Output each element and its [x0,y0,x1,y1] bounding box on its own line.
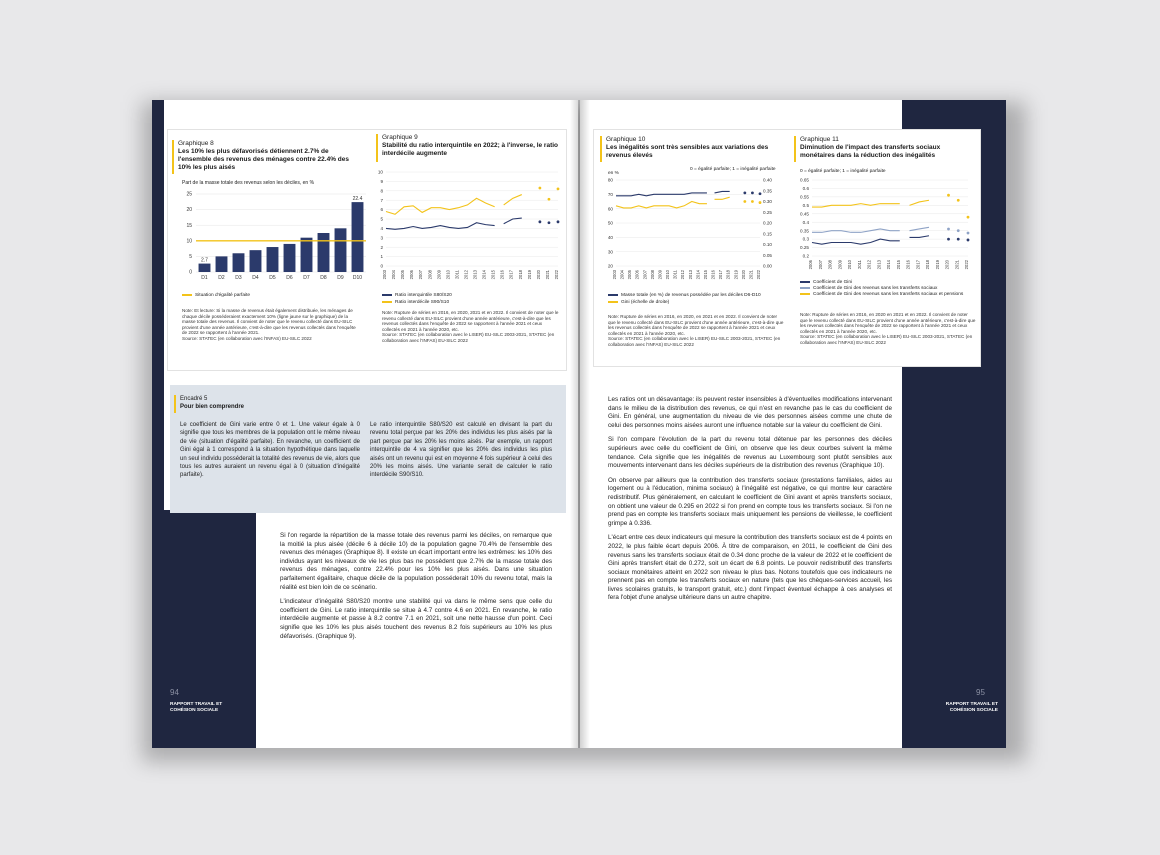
graph8-source: Source: STATEC (en collaboration avec l'INFAS) EU-SILC 2022 [182,335,312,341]
graph8-legend-label: Situation d'égalité parfaite [195,293,251,298]
x-tick-label: 2006 [634,270,640,280]
graph9-note-text: Note: Rupture de séries en 2016, en 2020, 2021 et en 2022. Il convient de noter que le revenu collecté dans EU-SILC provient d'une année antérieure, c'est-à-dire que les revenus collectés dans l'enquête de 2022 se rapportent à l'année 2021 et ceux collectés en 2021 à l'année 2020, etc. [382,310,559,332]
x-tick-label: 2012 [680,270,686,280]
data-point [967,232,970,235]
x-tick-label: 2019 [733,270,739,280]
data-point [759,201,762,204]
x-tick-label: 2003 [382,270,387,280]
y2-tick-label: 0.30 [763,199,772,205]
x-tick-label: 2018 [517,270,523,280]
series-line [910,227,930,230]
figure-box-right [594,130,980,366]
series-line [812,239,900,244]
x-tick-label: 2016 [710,270,716,280]
x-tick-label: 2022 [964,260,969,270]
y-tick-label: 8 [380,188,383,194]
data-point [957,229,960,232]
x-tick-label: 2007 [817,260,823,270]
x-tick-label: 2012 [866,260,872,270]
x-tick-label: 2022 [554,270,559,280]
y-tick-label: 10 [186,238,192,245]
legend-swatch [182,294,192,296]
y-tick-label: 2 [380,244,383,250]
y-tick-label: 0.45 [800,211,809,217]
x-tick-label: 2008 [649,270,655,280]
encadre-box [170,385,566,513]
graph9-legend-label: Ratio interquintile S80/S20 [395,293,452,298]
x-tick-label: 2010 [847,260,852,270]
y2-tick-label: 0.40 [763,177,772,183]
y2-tick-label: 0.05 [763,252,772,258]
y-tick-label: 1 [380,254,383,260]
graph10-legend-item [608,292,761,299]
graph9-headline: Stabilité du ratio interquintile en 2022; à l'inverse, le ratio interdécile augmente [382,142,559,157]
legend-swatch [800,293,810,295]
x-tick-label: 2021 [748,270,754,280]
footer-line: COHÉSION SOCIALE [170,708,219,713]
right-body-text [608,396,892,609]
graph8-subtitle: Part de la masse totale des revenus selon les déciles, en % [182,180,315,186]
x-tick-label: D8 [320,275,327,281]
y-tick-label: 25 [186,191,192,198]
graph10-axis-label-left: en % [608,171,619,176]
data-point [743,200,746,203]
data-label: 22.4 [352,196,363,203]
graph9-legend-item [382,292,452,299]
graph9-accent [376,134,378,162]
graph9-legend-item [382,299,452,306]
graph8-note [182,308,360,342]
x-tick-label: D3 [235,275,242,281]
data-point [967,239,970,242]
x-tick-label: 2018 [925,260,930,270]
graph11-source: Source: STATEC (en collaboration avec le LISER) EU-SILC 2003-2021, STATEC (en collaboration avec l'INFAS) EU-SILC 2022 [800,334,973,345]
series-line [715,197,730,199]
page-number-left: 94 [170,688,179,697]
y-tick-label: 0.35 [800,228,809,234]
footer-line: RAPPORT TRAVAIL ET [945,702,998,707]
data-point [947,238,950,241]
bar [284,244,296,272]
legend-swatch [382,294,392,296]
x-tick-label: 2017 [915,260,921,270]
chart-graph8 [176,188,376,288]
legend-swatch [608,294,618,296]
x-tick-label: D10 [352,275,363,281]
figure-box-left [168,130,566,370]
y-tick-label: 0.2 [802,253,809,259]
graph8-headline: Les 10% les plus défavorisés détiennent 2.7% de l'ensemble des revenus des ménages contre 22.4% des 10% les plus aisés [178,148,349,171]
x-tick-label: 2017 [718,270,724,280]
graph11-title [800,136,976,160]
x-tick-label: 2013 [687,270,693,280]
graph10-legend [608,292,761,306]
chart-graph11 [792,176,976,280]
x-tick-label: 2015 [490,270,496,280]
data-label: 2.7 [201,257,208,264]
graph9-source: Source: STATEC (en collaboration avec le LISER) EU-SILC 2003-2021, STATEC (en collaboration avec l'INFAS) EU-SILC 2022 [382,332,555,343]
series-line [715,191,730,192]
data-point [548,198,551,201]
graph10-note [608,314,784,348]
encadre-col1: Le coefficient de Gini varie entre 0 et 1. Une valeur égale à 0 signifie que tous les membres de la population ont le même niveau de vie (situation d'égalité parfaite). En revanche, un coefficient de Gini égal à 1 correspond à la situation hypothétique dans laquelle un seul individu posséderait la totalité des revenus de vie, alors que tous les autres auraient un revenu égal à 0 (situation d'inégalité parfaite). [180,422,360,479]
encadre-title: Pour bien comprendre [180,404,245,410]
x-tick-label: 2014 [695,270,701,280]
body-paragraph: Les ratios ont un désavantage: ils peuvent rester insensibles à d'éventuelles modifications intervenant dans le milieu de la distribution des revenus, ce qui n'est en revanche pas le cas du coefficient de Gini. En général, une augmentation du niveau de vie des personnes aisées comme une chute de celui des personnes moins aisées auront une influence notable sur la valeur du coefficient de Gini. [608,396,892,429]
graph10-legend-label: Gini (échelle de droite) [621,300,670,305]
x-tick-label: 2011 [856,260,862,270]
x-tick-label: 2010 [665,270,671,280]
y-tick-label: 0.25 [800,245,809,251]
y-tick-label: 0 [380,263,383,269]
data-point [957,199,960,202]
graph11-note [800,312,976,346]
x-tick-label: 2019 [934,260,940,270]
y-tick-label: 0.4 [802,219,809,225]
x-tick-label: 2008 [827,260,833,270]
x-tick-label: 2007 [642,270,648,280]
footer-line: RAPPORT TRAVAIL ET [170,702,223,707]
body-paragraph: L'indicateur d'inégalité S80/S20 montre une stabilité qui va dans le même sens que celle du coefficient de Gini. Le ratio interquintile se situe à 4.7 contre 4.6 en 2021. En revanche, le ratio interdécile augmente et passe à 8.2 contre 7.1 en 2021, soit une nette hausse d'un point. Ceci signifie que les 10% les plus aisés touchent des revenus 8.2 fois supérieurs au 10% les plus défavorisés. (Graphique 9). [280,598,552,640]
graph11-legend-label: Coefficient de Gini des revenus sans les transferts sociaux [813,286,938,292]
data-point [538,220,541,223]
left-page [152,100,578,748]
right-page [580,100,1006,748]
graph8-accent [172,140,174,174]
x-tick-label: D4 [252,275,259,281]
graph11-number: Graphique 11 [800,136,839,143]
x-tick-label: 2009 [657,270,663,280]
graph10-title [606,136,776,160]
body-paragraph: Si l'on regarde la répartition de la masse totale des revenus parmi les déciles, on remarque que la moitié la plus aisée (décile 6 à décile 10) de la population gagne 70.4% de l'ensemble des revenus des ménages (Graphique 8). Il existe un écart important entre les extrêmes: les 10% des individus ayant les niveaux de vie les plus bas ne possèdent que 2.7% de la masse totale des revenus des ménages, contre 22.4% pour les 10% les plus aisés. Dans une situation parfaitement égalitaire, chaque décile de la population posséderait 10% du revenu total, mais la réalité est bien loin de ce scénario. [280,532,552,591]
x-tick-label: 2020 [944,260,950,270]
x-tick-label: 2014 [886,260,891,270]
graph11-legend-label: Coefficient de Gini des revenus sans les transferts sociaux et pensions [813,292,964,298]
x-tick-label: 2005 [627,270,633,280]
graph11-accent [794,136,796,162]
x-tick-label: D9 [337,275,344,281]
data-point [967,216,970,219]
x-tick-label: 2011 [454,270,460,280]
data-point [557,220,560,223]
x-tick-label: 2020 [740,270,746,280]
bar [199,264,211,272]
graph8-note-text: Note: Et lecture: Si la masse de revenus était également distribuée, les ménages de chaque décile posséderaient exactement 10% (ligne jaune sur le graphique) de la masse totale des revenus. Il convient de noter que le revenu collecté dans EU-SILC provient d'une année antérieure, c'est-à-dire que les revenus collectés dans l'enquête de 2022 se rapportent à l'année 2021. [182,308,356,336]
y-tick-label: 6 [380,207,383,213]
book-gutter [570,100,590,748]
y-tick-label: 0.55 [800,194,809,200]
y-tick-label: 0.6 [802,186,809,192]
x-tick-label: 2006 [409,270,415,280]
y-tick-label: 10 [377,169,383,175]
graph8-legend [182,292,250,299]
series-line [910,200,930,205]
y-tick-label: 20 [607,263,613,269]
graph10-source: Source: STATEC (en collaboration avec le LISER) EU-SILC 2003-2021, STATEC (en collaboration avec l'INFAS) EU-SILC 2022 [608,336,781,347]
legend-swatch [382,301,392,303]
graph8-number: Graphique 8 [178,140,214,147]
y2-tick-label: 0.20 [763,220,772,226]
y-tick-label: 9 [380,179,383,184]
graph10-number: Graphique 10 [606,136,646,143]
x-tick-label: 2009 [837,260,843,270]
x-tick-label: 2021 [954,260,960,270]
y2-tick-label: 0.25 [763,209,772,215]
data-point [548,221,551,224]
data-point [759,192,762,195]
x-tick-label: 2015 [702,270,708,280]
x-tick-label: 2005 [400,270,406,280]
data-point [538,187,541,190]
x-tick-label: 2020 [535,270,541,280]
body-paragraph: L'écart entre ces deux indicateurs qui mesure la contribution des transferts sociaux est de 4 points en 2022, le plus faible écart depuis 2006. À titre de comparaison, en 2011, le coefficient de Gini des revenus sans les transferts sociaux était de 0.34 donc proche de la valeur de 2022 et le coefficient de Gini après transfert était de 0.272, soit un écart de 6.8 points. Le pouvoir redistributif des transferts sociaux monétaires atteint en 2022 son niveau le plus bas. Notons toutefois que ces indicateurs ne prennent pas en compte les transferts sociaux en nature (tels que les chèques-services accueil, les livres scolaires gratuits, le transport gratuit, etc.) dont l'impact éventuel échappe à ces analyses et fera l'objet d'une analyse ultérieure dans un autre chapitre. [608,534,892,602]
graph11-headline: Diminution de l'impact des transferts sociaux monétaires dans la réduction des inégalités [800,144,941,159]
y-tick-label: 0.5 [802,202,809,208]
x-tick-label: D5 [269,275,276,281]
y-tick-label: 20 [186,207,192,214]
y-tick-label: 80 [607,177,613,183]
graph10-accent [600,136,602,162]
series-line [504,195,522,205]
graph9-legend [382,292,452,306]
bar [335,228,347,272]
graph10-legend-item [608,299,761,306]
graph9-legend-label: Ratio interdécile S90/S10 [395,300,450,305]
data-point [947,228,950,231]
x-tick-label: 2009 [436,270,442,280]
x-tick-label: 2003 [612,270,617,280]
encadre-col2: Le ratio interquintile S80/S20 est calculé en divisant la part du revenu total perçue par les 20% des individus les plus aisés par la part perçue par les 20% les moins aisés. Par exemple, un rapport interquintile de 4 va signifier que les 20% des individus les plus aisés ont un revenu qui est en moyenne 4 fois supérieur à celui des 20% les moins aisés. Une variante serait de calculer le ratio interdécile S90/S10. [370,422,552,479]
graph9-number: Graphique 9 [382,134,418,141]
data-point [957,238,960,241]
x-tick-label: 2008 [427,270,433,280]
y-tick-label: 3 [380,235,383,241]
x-tick-label: D7 [303,275,310,281]
y-tick-label: 5 [380,216,383,222]
bar [216,256,228,272]
x-tick-label: 2004 [619,270,625,280]
encadre-accent [174,395,176,413]
left-body-text [280,532,552,647]
data-point [751,192,754,195]
legend-swatch [608,301,618,303]
page-number-right: 95 [976,688,985,697]
y2-tick-label: 0.15 [763,231,772,237]
x-tick-label: 2017 [508,270,514,280]
graph11-legend-label: Coefficient de Gini [813,280,853,285]
y2-tick-label: 0.35 [763,188,772,194]
y-tick-label: 30 [607,249,613,255]
x-tick-label: 2018 [725,270,731,280]
graph10-headline: Les inégalités sont très sensibles aux variations des revenus élevés [606,144,769,159]
x-tick-label: 2004 [391,270,397,280]
bar [267,247,279,272]
x-tick-label: 2013 [472,270,478,280]
legend-swatch [800,287,810,289]
x-tick-label: 2021 [544,270,550,280]
bar [250,250,262,272]
graph8-title [178,140,358,172]
y-tick-label: 15 [186,222,192,229]
legend-swatch [800,281,810,283]
x-tick-label: 2012 [463,270,469,280]
y2-tick-label: 0.00 [763,263,772,269]
bar [301,238,313,272]
data-point [751,200,754,203]
x-tick-label: D1 [201,275,208,281]
footer-right [926,702,998,714]
y-tick-label: 7 [380,197,383,203]
encadre-number: Encadré 5 [180,396,208,402]
graph11-note-text: Note: Rupture de séries en 2016, en 2020 en 2021 et en 2022. Il convient de noter que le revenu collecté dans EU-SILC provient d'une année antérieure, c'est-à-dire que les revenus collectés dans l'enquête de 2022 se rapportent à l'année 2021 et ceux collectés en 2021 à l'année 2020, etc. [800,312,976,334]
graph11-axis-label: 0 = égalité parfaite; 1 = inégalité parfaite [800,169,886,174]
x-tick-label: 2011 [672,270,678,280]
x-tick-label: D6 [286,275,293,281]
x-tick-label: 2016 [499,270,505,280]
x-tick-label: 2010 [445,270,451,280]
y-tick-label: 60 [607,206,613,212]
y-tick-label: 0.3 [802,236,809,242]
series-line [910,236,930,238]
graph9-note [382,310,560,344]
y-tick-label: 50 [607,220,613,226]
y-tick-label: 0 [189,269,192,276]
chart-graph10 [600,174,784,292]
x-tick-label: 2015 [895,260,901,270]
chart-graph9 [372,166,566,290]
y-tick-label: 0.65 [800,177,809,183]
graph11-legend-item [800,292,978,298]
bar [352,202,364,272]
x-tick-label: 2006 [808,260,813,270]
footer-line: COHÉSION SOCIALE [949,708,998,713]
bar [318,233,330,272]
data-point [947,194,950,197]
x-tick-label: 2007 [418,270,424,280]
graph10-axis-label-right: 0 = égalité parfaite; 1 = inégalité parfaite [690,167,776,172]
series-line [386,198,495,214]
x-tick-label: 2019 [526,270,532,280]
data-point [557,188,560,191]
graph10-note-text: Note: Rupture de séries en 2016, en 2020, en 2021 et en 2022. Il convient de noter que le revenu collecté dans EU-SILC provient d'une année antérieure, c'est-à-dire que les revenus collectés dans l'enquête de 2022 se rapportent à l'année 2021 et ceux collectés en 2021 à l'année 2020, etc. [608,314,784,336]
bar [233,253,245,272]
x-tick-label: D2 [218,275,225,281]
y-tick-label: 70 [607,191,613,197]
x-tick-label: 2016 [905,260,911,270]
graph11-legend [800,280,978,299]
y-tick-label: 5 [189,254,192,260]
graph10-legend-label: Masse totale (en %) de revenus possédée par les déciles D6-D10 [621,293,761,298]
series-line [616,202,707,208]
body-paragraph: Si l'on compare l'évolution de la part du revenu total détenue par les personnes des déciles supérieurs avec celle du coefficient de Gini, on observe que les deux courbes suivent la même tendance. Cela signifie que les inégalités de revenus au Luxembourg sont plutôt sensibles aux mouvements intervenant dans les déciles supérieurs de la distribution des revenus (Graphique 10). [608,436,892,470]
footer-left [170,702,222,714]
data-point [743,192,746,195]
x-tick-label: 2014 [481,270,487,280]
y-tick-label: 40 [607,234,613,240]
x-tick-label: 2013 [876,260,882,270]
y-tick-label: 4 [380,226,383,231]
x-tick-label: 2022 [756,270,761,280]
encadre-heading [180,395,244,411]
body-paragraph: On observe par ailleurs que la contribution des transferts sociaux (prestations familiales, aides au logement ou à l'éducation, minima sociaux) à l'inégalité est négative, ce qui montre leur caractère redistributif. Plus généralement, en calculant le coefficient de Gini avant et après transferts sociaux, on obtient une valeur de 0.295 en 2022 si l'on prend en compte tous les transferts sociaux. Si l'on ne prend pas en compte les transferts sociaux mais uniquement les pensions de vieillesse, le coefficient grimpe à 0.336. [608,476,892,527]
graph9-title [382,134,560,158]
y2-tick-label: 0.10 [763,242,772,248]
